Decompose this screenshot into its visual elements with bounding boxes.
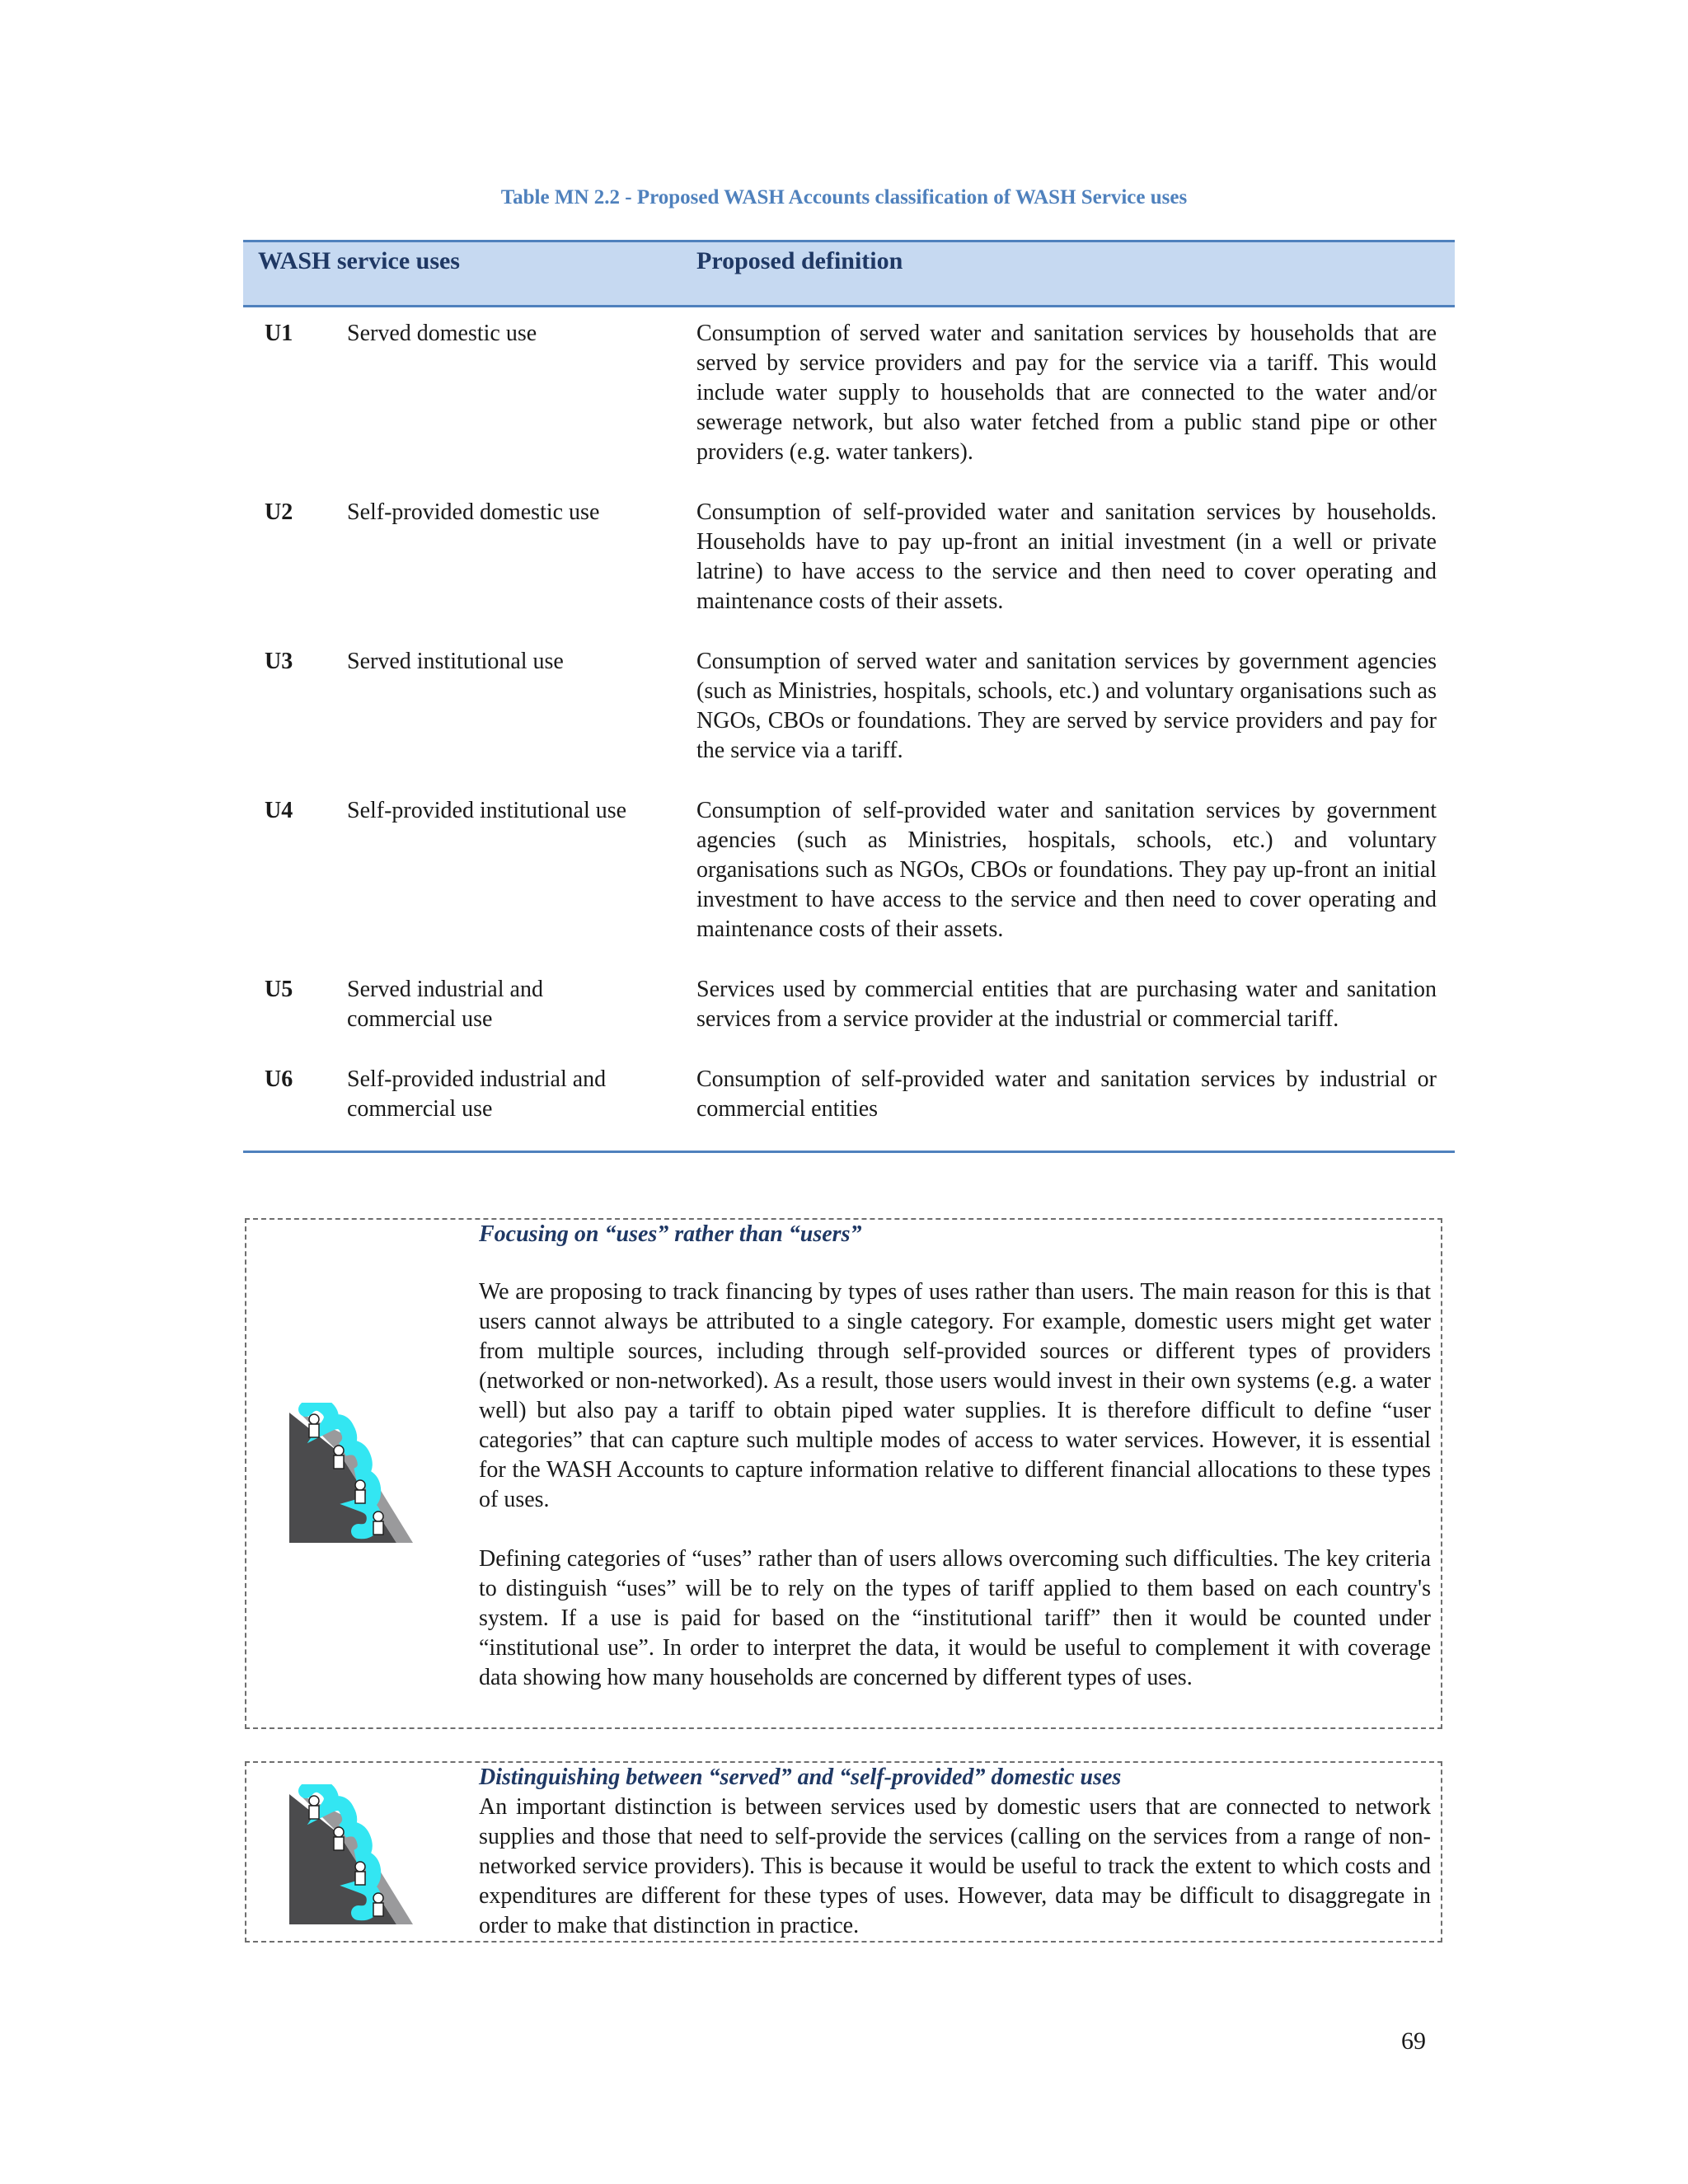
- note-paragraph: We are proposing to track financing by types of uses rather than users. The main reason for this is that users cannot always be attributed to a single category. For example, domestic users might get water from multiple sources, including through self-provided sources or different types of providers (networked or non-networked). As a result, those users would invest in their own systems (e.g. a water well) but also pay a tariff to obtain piped water supplies. It is therefore difficult to define “user categories” that can capture such multiple modes of access to water services. However, it is essential for the WASH Accounts to capture information relative to different financial allocations to these types of uses.: [479, 1279, 1431, 1512]
- use-definition: Services used by commercial entities that are purchasing water and sanitation services from a service provider at the industrial or commercial tariff.: [696, 977, 1437, 1032]
- table-row: [243, 975, 1455, 1034]
- header-uses: WASH service uses: [258, 247, 460, 274]
- use-definition: Consumption of served water and sanitation services by households that are served by service providers and pay for the service via a tariff. This would include water supply to households that are connected to the water and/or sewerage network, but also water fetched from a public stand pipe or other providers (e.g. water tankers).: [696, 321, 1437, 465]
- note-heading: Distinguishing between “served” and “self-provided” domestic uses: [479, 1765, 1122, 1790]
- uses-table: [243, 240, 1455, 1153]
- note-heading: Focusing on “uses” rather than “users”: [479, 1221, 862, 1247]
- use-definition: Consumption of self-provided water and sanitation services by government agencies (such as Ministries, hospitals, schools, etc.) and voluntary organisations such as NGOs, CBOs or foundations. They pay up-front an initial investment to have access to the service and then need to cover operating and maintenance costs of their assets.: [696, 798, 1437, 942]
- use-code: U3: [265, 649, 293, 674]
- page-number: 69: [1401, 2027, 1426, 2055]
- table-row: [243, 796, 1455, 944]
- climbers-icon: [289, 1403, 421, 1543]
- use-name: Self-provided domestic use: [347, 499, 600, 525]
- use-code: U6: [265, 1066, 293, 1092]
- note-text: [479, 1763, 1431, 1941]
- header-definition: Proposed definition: [696, 247, 903, 274]
- use-name: Self-provided industrial and commercial use: [347, 1066, 607, 1122]
- use-name: Self-provided institutional use: [347, 798, 627, 823]
- use-code: U2: [265, 499, 293, 525]
- use-definition: Consumption of self-provided water and sanitation services by industrial or commercial entities: [696, 1066, 1437, 1122]
- note-box-uses: [245, 1218, 1442, 1729]
- table-title: Table MN 2.2 - Proposed WASH Accounts classification of WASH Service uses: [500, 186, 1188, 209]
- use-name: Served domestic use: [347, 321, 537, 346]
- note-paragraph: Defining categories of “uses” rather than of users allows overcoming such difficulties. The key criteria to distinguish “uses” will be to rely on the types of tariff applied to them based on each country's system. If a use is paid for based on the “institutional tariff” then it would be counted under “institutional use”. In order to interpret the data, it would be useful to complement it with coverage data showing how many households are concerned by different types of uses.: [479, 1546, 1431, 1690]
- use-code: U4: [265, 798, 293, 823]
- table-header: [243, 240, 1455, 307]
- use-name: Served industrial and commercial use: [347, 977, 543, 1032]
- use-code: U5: [265, 977, 293, 1002]
- use-definition: Consumption of served water and sanitation services by government agencies (such as Ministries, hospitals, schools, etc.) and voluntary organisations such as NGOs, CBOs or foundations. They are served by service providers and pay for the service via a tariff.: [696, 649, 1437, 763]
- note-text: [479, 1220, 1431, 1693]
- note-paragraph: An important distinction is between services used by domestic users that are connected to network supplies and those that need to self-provide the services (calling on the services from a range of non-networked service providers). This is because it would be useful to track the extent to which costs and expenditures are different for these types of uses. However, data may be difficult to disaggregate in order to make that distinction in practice.: [479, 1794, 1431, 1938]
- use-name: Served institutional use: [347, 649, 564, 674]
- table-row: [243, 647, 1455, 766]
- note-box-served: [245, 1761, 1442, 1943]
- table-row: [243, 1065, 1455, 1124]
- use-code: U1: [265, 321, 293, 346]
- table-bottom-rule: [243, 1151, 1455, 1153]
- table-row: [243, 498, 1455, 616]
- climbers-icon: [289, 1784, 421, 1924]
- table-row: [243, 319, 1455, 467]
- use-definition: Consumption of self-provided water and sanitation services by households. Households have to pay up-front an initial investment (in a well or private latrine) to have access to the service and then need to cover operating and maintenance costs of their assets.: [696, 499, 1437, 614]
